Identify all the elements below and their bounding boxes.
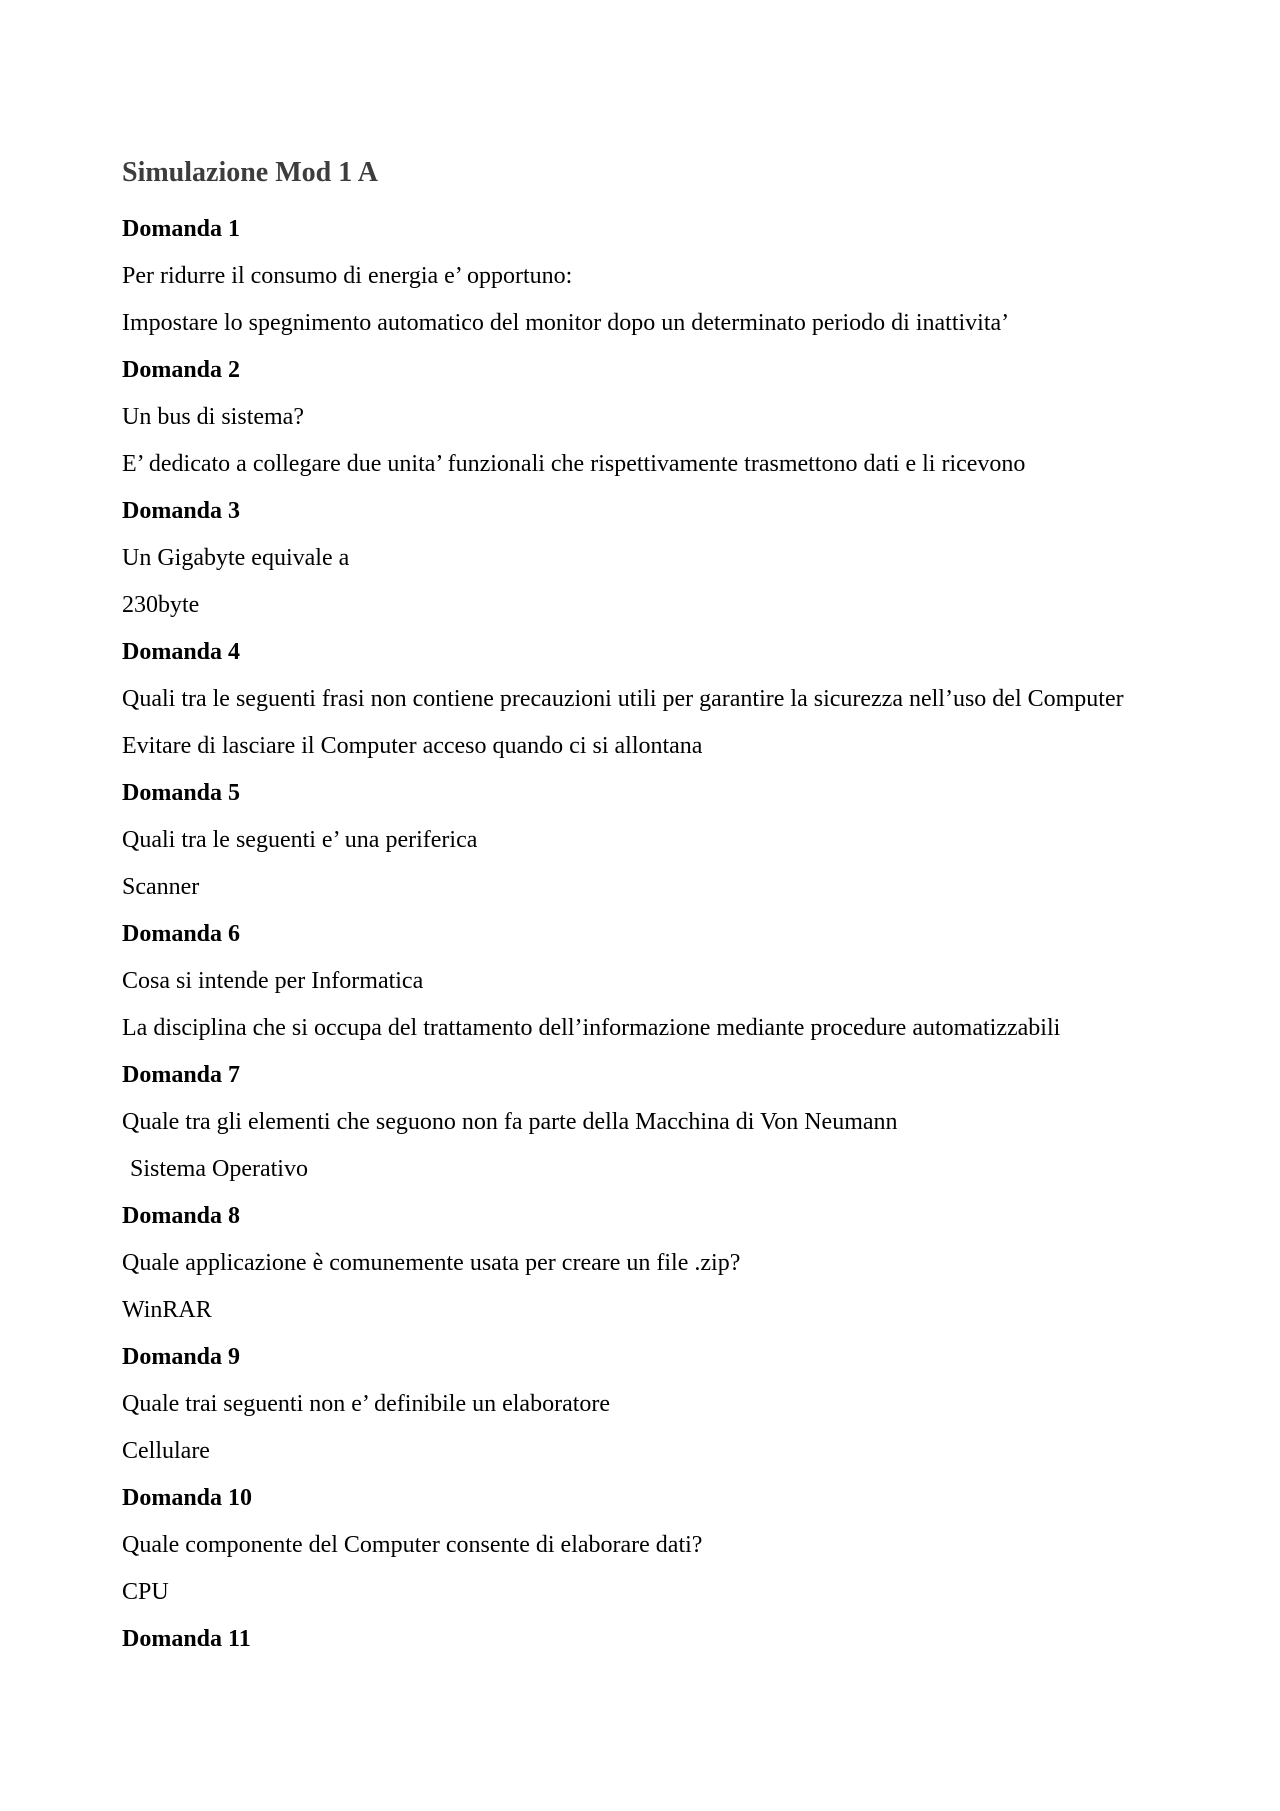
answer-text: WinRAR	[122, 1297, 212, 1323]
question-text: Un bus di sistema?	[122, 404, 304, 430]
question-heading: Domanda 1	[122, 216, 241, 242]
question-block	[122, 215, 1162, 338]
question-block	[122, 356, 1162, 479]
answer-text: CPU	[122, 1579, 169, 1605]
question-block	[122, 779, 1162, 902]
question-text: Quali tra le seguenti e’ una periferica	[122, 827, 478, 853]
answer-text: Cellulare	[122, 1438, 210, 1464]
question-block	[122, 638, 1162, 761]
question-block	[122, 1625, 1162, 1653]
question-text: Cosa si intende per Informatica	[122, 968, 424, 994]
question-heading: Domanda 5	[122, 780, 241, 806]
question-text: Quale tra gli elementi che seguono non fa parte della Macchina di Von Neumann	[122, 1109, 898, 1135]
question-text: Quale trai seguenti non e’ definibile un elaboratore	[122, 1391, 611, 1417]
question-block	[122, 1343, 1162, 1466]
answer-text: Sistema Operativo	[130, 1156, 308, 1182]
question-heading: Domanda 4	[122, 639, 241, 665]
question-text: Quali tra le seguenti frasi non contiene precauzioni utili per garantire la sicurezza nell’uso del Computer	[122, 686, 1124, 712]
question-heading: Domanda 6	[122, 921, 241, 947]
question-heading: Domanda 11	[122, 1626, 251, 1652]
question-block	[122, 1061, 1162, 1184]
question-text: Quale applicazione è comunemente usata per creare un file .zip?	[122, 1250, 741, 1276]
question-block	[122, 497, 1162, 620]
answer-text: Impostare lo spegnimento automatico del monitor dopo un determinato periodo di inattivita’	[122, 310, 1010, 336]
question-block	[122, 1484, 1162, 1607]
question-text: Quale componente del Computer consente di elaborare dati?	[122, 1532, 703, 1558]
question-heading: Domanda 8	[122, 1203, 241, 1229]
answer-text: Evitare di lasciare il Computer acceso quando ci si allontana	[122, 733, 703, 759]
document-page	[122, 150, 1162, 1672]
document-title: Simulazione Mod 1 A	[122, 157, 378, 188]
question-heading: Domanda 2	[122, 357, 241, 383]
question-heading: Domanda 3	[122, 498, 241, 524]
question-heading: Domanda 9	[122, 1344, 241, 1370]
question-heading: Domanda 7	[122, 1062, 241, 1088]
question-text: Un Gigabyte equivale a	[122, 545, 350, 571]
answer-text: La disciplina che si occupa del trattamento dell’informazione mediante procedure automatizzabili	[122, 1015, 1061, 1041]
question-heading: Domanda 10	[122, 1485, 253, 1511]
answer-text: E’ dedicato a collegare due unita’ funzionali che rispettivamente trasmettono dati e li ricevono	[122, 451, 1026, 477]
question-text: Per ridurre il consumo di energia e’ opportuno:	[122, 263, 573, 289]
question-block	[122, 920, 1162, 1043]
answer-text: Scanner	[122, 874, 200, 900]
answer-text: 230byte	[122, 592, 200, 618]
question-block	[122, 1202, 1162, 1325]
